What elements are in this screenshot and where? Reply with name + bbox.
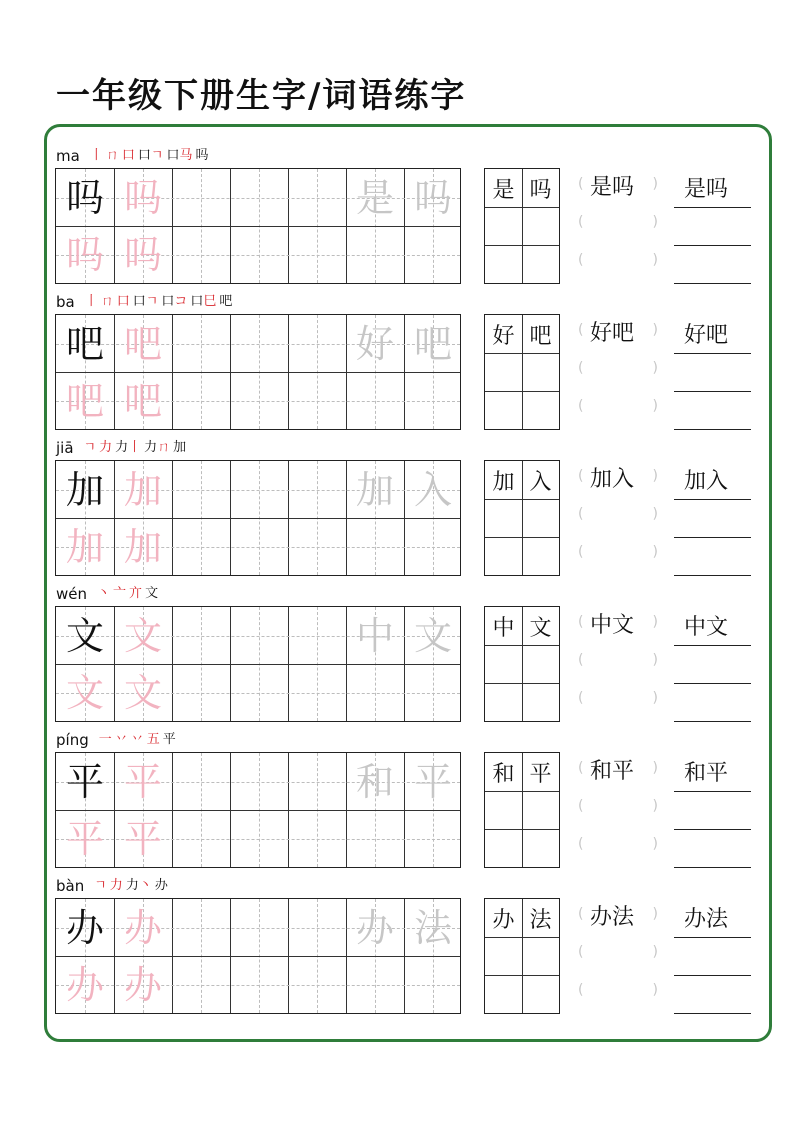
writing-lines	[674, 752, 751, 868]
line-word: 和平	[684, 761, 729, 786]
practice-grid	[55, 314, 461, 430]
left-bracket: (	[578, 214, 584, 230]
left-bracket: (	[578, 906, 584, 922]
bracket-column	[578, 606, 658, 722]
stroke-new: 口	[116, 294, 130, 309]
right-bracket: )	[652, 652, 658, 668]
stroke-new: コ	[174, 294, 188, 309]
right-bracket: )	[652, 176, 658, 192]
left-bracket: (	[578, 544, 584, 560]
model-char: 加	[65, 467, 104, 512]
word-box-char: 办	[492, 907, 515, 933]
word-box-char: 吗	[529, 177, 552, 203]
writing-line	[674, 499, 751, 500]
grid-line	[485, 499, 559, 500]
writing-line	[674, 537, 751, 538]
model-char: 办	[65, 905, 104, 950]
left-bracket: (	[578, 798, 584, 814]
word-box-char: 文	[529, 615, 552, 641]
bracket-column	[578, 460, 658, 576]
right-bracket: )	[652, 360, 658, 376]
right-bracket: )	[652, 468, 658, 484]
pinyin-stroke-line	[56, 436, 189, 460]
stroke-step	[145, 584, 158, 604]
stroke-new: 丷	[114, 732, 128, 747]
trace-char: 吧	[123, 378, 162, 423]
right-bracket: )	[652, 614, 658, 630]
stroke-new: ㄱ	[145, 294, 159, 309]
pinyin-label: ba	[56, 293, 75, 311]
writing-line	[674, 683, 751, 684]
word-box	[484, 606, 560, 722]
bracket-row	[578, 390, 658, 428]
pinyin-label: bàn	[56, 877, 85, 895]
stroke-base: 吗	[195, 148, 209, 163]
bracket-row	[578, 536, 658, 574]
ghost-word-char: 法	[413, 905, 452, 950]
stroke-base: 口	[137, 148, 151, 163]
stroke-step	[190, 292, 216, 312]
line-word: 加入	[684, 469, 729, 494]
stroke-new: ㄱ	[94, 878, 107, 893]
right-bracket: )	[652, 798, 658, 814]
ghost-word-char: 平	[413, 759, 452, 804]
right-bracket: )	[652, 982, 658, 998]
bracket-row	[578, 898, 658, 936]
trace-char: 吗	[123, 232, 162, 277]
ghost-word-char: 加	[355, 467, 394, 512]
trace-char: 平	[123, 759, 162, 804]
trace-char: 吧	[123, 321, 162, 366]
stroke-step	[84, 438, 97, 458]
stroke-step	[115, 438, 141, 458]
trace-char: 吗	[123, 175, 162, 220]
stroke-step	[106, 146, 119, 166]
trace-char: 加	[123, 524, 162, 569]
right-bracket: )	[652, 252, 658, 268]
word-box	[484, 898, 560, 1014]
bracket-row	[578, 790, 658, 828]
stroke-step	[219, 292, 232, 312]
stroke-new: ㄇ	[157, 440, 171, 455]
grid-line	[485, 645, 559, 646]
stroke-new: ㄇ	[100, 294, 114, 309]
stroke-step	[113, 584, 126, 604]
char-block	[0, 582, 800, 728]
writing-line	[674, 353, 751, 354]
model-char: 吗	[65, 175, 104, 220]
stroke-base: 力	[115, 440, 129, 455]
bracket-column	[578, 898, 658, 1014]
stroke-step	[163, 730, 176, 750]
char-block	[0, 436, 800, 582]
grid-line	[485, 829, 559, 830]
word-box-char: 是	[492, 177, 515, 203]
stroke-step	[138, 146, 164, 166]
ghost-word-char: 和	[355, 759, 394, 804]
model-char: 吧	[65, 321, 104, 366]
bracket-row	[578, 498, 658, 536]
grid-line	[485, 391, 559, 392]
trace-char: 加	[65, 524, 104, 569]
grid-line	[485, 207, 559, 208]
pinyin-stroke-line	[56, 144, 211, 168]
left-bracket: (	[578, 760, 584, 776]
writing-line	[674, 791, 751, 792]
stroke-base: 口	[132, 294, 146, 309]
stroke-base: 平	[162, 732, 176, 747]
char-block	[0, 144, 800, 290]
stroke-step	[122, 146, 135, 166]
right-bracket: )	[652, 906, 658, 922]
stroke-new: 丨	[84, 294, 98, 309]
right-bracket: )	[652, 322, 658, 338]
stroke-new: 丶	[138, 878, 152, 893]
writing-lines	[674, 606, 751, 722]
stroke-step	[115, 730, 128, 750]
bracket-word: 好吧	[590, 321, 635, 346]
stroke-base: 文	[145, 586, 159, 601]
word-box-char: 平	[529, 761, 552, 787]
word-box-char: 中	[492, 615, 515, 641]
grid-line	[485, 937, 559, 938]
bracket-word: 加入	[590, 467, 635, 492]
line-word: 好吧	[684, 323, 729, 348]
trace-char: 平	[123, 816, 162, 861]
bracket-word: 中文	[590, 613, 635, 638]
stroke-step	[155, 876, 168, 896]
left-bracket: (	[578, 468, 584, 484]
writing-lines	[674, 460, 751, 576]
bracket-row	[578, 244, 658, 282]
char-block	[0, 728, 800, 874]
left-bracket: (	[578, 614, 584, 630]
stroke-step	[131, 730, 144, 750]
bracket-row	[578, 828, 658, 866]
bracket-row	[578, 352, 658, 390]
grid-line	[485, 975, 559, 976]
stroke-new: 丶	[97, 586, 111, 601]
left-bracket: (	[578, 176, 584, 192]
left-bracket: (	[578, 652, 584, 668]
stroke-base: 办	[154, 878, 168, 893]
word-box-char: 和	[492, 761, 515, 787]
grid-line	[485, 791, 559, 792]
left-bracket: (	[578, 982, 584, 998]
right-bracket: )	[652, 836, 658, 852]
writing-line	[674, 391, 751, 392]
right-bracket: )	[652, 760, 658, 776]
stroke-step	[85, 292, 98, 312]
line-word: 中文	[684, 615, 729, 640]
stroke-step	[161, 292, 187, 312]
bracket-word: 办法	[590, 905, 635, 930]
stroke-step	[97, 584, 110, 604]
trace-char: 办	[65, 962, 104, 1007]
pinyin-stroke-line	[56, 582, 161, 606]
grid-line	[485, 245, 559, 246]
bracket-column	[578, 752, 658, 868]
writing-line	[674, 245, 751, 246]
ghost-word-char: 文	[413, 613, 452, 658]
word-box-char: 好	[492, 323, 515, 349]
stroke-new: 力	[109, 878, 123, 893]
writing-line	[674, 829, 751, 830]
writing-line	[674, 645, 751, 646]
stroke-step	[147, 730, 160, 750]
writing-lines	[674, 314, 751, 430]
left-bracket: (	[578, 360, 584, 376]
bracket-row	[578, 314, 658, 352]
word-box	[484, 460, 560, 576]
grid-line	[485, 353, 559, 354]
left-bracket: (	[578, 252, 584, 268]
practice-grid	[55, 898, 461, 1014]
char-block	[0, 290, 800, 436]
pinyin-label: ma	[56, 147, 80, 165]
word-box	[484, 168, 560, 284]
word-box-char: 加	[492, 469, 515, 495]
practice-grid	[55, 460, 461, 576]
ghost-word-char: 是	[355, 175, 394, 220]
stroke-base: 力	[125, 878, 139, 893]
ghost-word-char: 中	[355, 613, 394, 658]
stroke-new: 马	[179, 148, 193, 163]
stroke-step	[126, 876, 152, 896]
page-title: 一年级下册生字/词语练字	[56, 76, 467, 116]
stroke-step	[90, 146, 103, 166]
pinyin-stroke-line	[56, 290, 235, 314]
stroke-step	[101, 292, 114, 312]
stroke-new: 口	[121, 148, 135, 163]
stroke-new: ㄱ	[150, 148, 164, 163]
stroke-step	[110, 876, 123, 896]
stroke-step	[117, 292, 130, 312]
stroke-step	[99, 438, 112, 458]
bracket-row	[578, 168, 658, 206]
right-bracket: )	[652, 398, 658, 414]
writing-line	[674, 867, 751, 868]
word-box-char: 吧	[529, 323, 552, 349]
ghost-word-char: 吧	[413, 321, 452, 366]
right-bracket: )	[652, 506, 658, 522]
ghost-word-char: 吗	[413, 175, 452, 220]
trace-char: 办	[123, 962, 162, 1007]
grid-line	[485, 537, 559, 538]
writing-line	[674, 721, 751, 722]
bracket-column	[578, 168, 658, 284]
stroke-step	[133, 292, 159, 312]
stroke-step	[144, 438, 170, 458]
bracket-row	[578, 644, 658, 682]
pinyin-stroke-line	[56, 874, 171, 898]
pinyin-label: jiā	[56, 439, 74, 457]
left-bracket: (	[578, 690, 584, 706]
bracket-column	[578, 314, 658, 430]
grid-line	[485, 683, 559, 684]
bracket-row	[578, 682, 658, 720]
bracket-row	[578, 752, 658, 790]
bracket-word: 和平	[590, 759, 635, 784]
trace-char: 平	[65, 816, 104, 861]
writing-line	[674, 207, 751, 208]
writing-line	[674, 1013, 751, 1014]
right-bracket: )	[652, 690, 658, 706]
model-char: 平	[65, 759, 104, 804]
writing-lines	[674, 168, 751, 284]
bracket-row	[578, 974, 658, 1012]
pinyin-label: píng	[56, 731, 89, 749]
stroke-step	[166, 146, 192, 166]
stroke-base: 吧	[219, 294, 233, 309]
stroke-new: 一	[98, 732, 112, 747]
trace-char: 加	[123, 467, 162, 512]
stroke-step	[173, 438, 186, 458]
writing-line	[674, 975, 751, 976]
ghost-word-char: 办	[355, 905, 394, 950]
stroke-base: 力	[144, 440, 158, 455]
stroke-new: 丨	[128, 440, 142, 455]
stroke-base: 口	[190, 294, 204, 309]
stroke-new: 丷	[130, 732, 144, 747]
word-box-char: 入	[529, 469, 552, 495]
left-bracket: (	[578, 398, 584, 414]
writing-line	[674, 937, 751, 938]
stroke-step	[195, 146, 208, 166]
stroke-new: 丨	[89, 148, 103, 163]
practice-grid	[55, 606, 461, 722]
word-box	[484, 752, 560, 868]
ghost-word-char: 好	[355, 321, 394, 366]
word-box	[484, 314, 560, 430]
right-bracket: )	[652, 944, 658, 960]
trace-char: 文	[123, 613, 162, 658]
right-bracket: )	[652, 214, 658, 230]
left-bracket: (	[578, 944, 584, 960]
right-bracket: )	[652, 544, 658, 560]
stroke-base: 口	[161, 294, 175, 309]
trace-char: 吗	[65, 232, 104, 277]
pinyin-stroke-line	[56, 728, 179, 752]
trace-char: 办	[123, 905, 162, 950]
bracket-row	[578, 460, 658, 498]
left-bracket: (	[578, 836, 584, 852]
stroke-new: 力	[99, 440, 113, 455]
stroke-new: 巳	[203, 294, 217, 309]
practice-grid	[55, 168, 461, 284]
ghost-word-char: 入	[413, 467, 452, 512]
stroke-new: 五	[146, 732, 160, 747]
model-char: 文	[65, 613, 104, 658]
stroke-new: 亣	[129, 586, 143, 601]
left-bracket: (	[578, 506, 584, 522]
stroke-step	[94, 876, 107, 896]
bracket-word: 是吗	[590, 175, 635, 200]
stroke-step	[99, 730, 112, 750]
trace-char: 吧	[65, 378, 104, 423]
writing-lines	[674, 898, 751, 1014]
practice-grid	[55, 752, 461, 868]
line-word: 办法	[684, 907, 729, 932]
writing-line	[674, 429, 751, 430]
writing-line	[674, 283, 751, 284]
writing-line	[674, 575, 751, 576]
bracket-row	[578, 936, 658, 974]
line-word: 是吗	[684, 177, 729, 202]
bracket-row	[578, 206, 658, 244]
stroke-new: ㄱ	[83, 440, 97, 455]
stroke-step	[129, 584, 142, 604]
stroke-new: 亠	[113, 586, 127, 601]
word-box-char: 法	[529, 907, 552, 933]
trace-char: 文	[65, 670, 104, 715]
trace-char: 文	[123, 670, 162, 715]
bracket-row	[578, 606, 658, 644]
stroke-base: 加	[173, 440, 187, 455]
left-bracket: (	[578, 322, 584, 338]
stroke-new: ㄇ	[105, 148, 119, 163]
char-block	[0, 874, 800, 1020]
stroke-base: 口	[166, 148, 180, 163]
pinyin-label: wén	[56, 585, 88, 603]
